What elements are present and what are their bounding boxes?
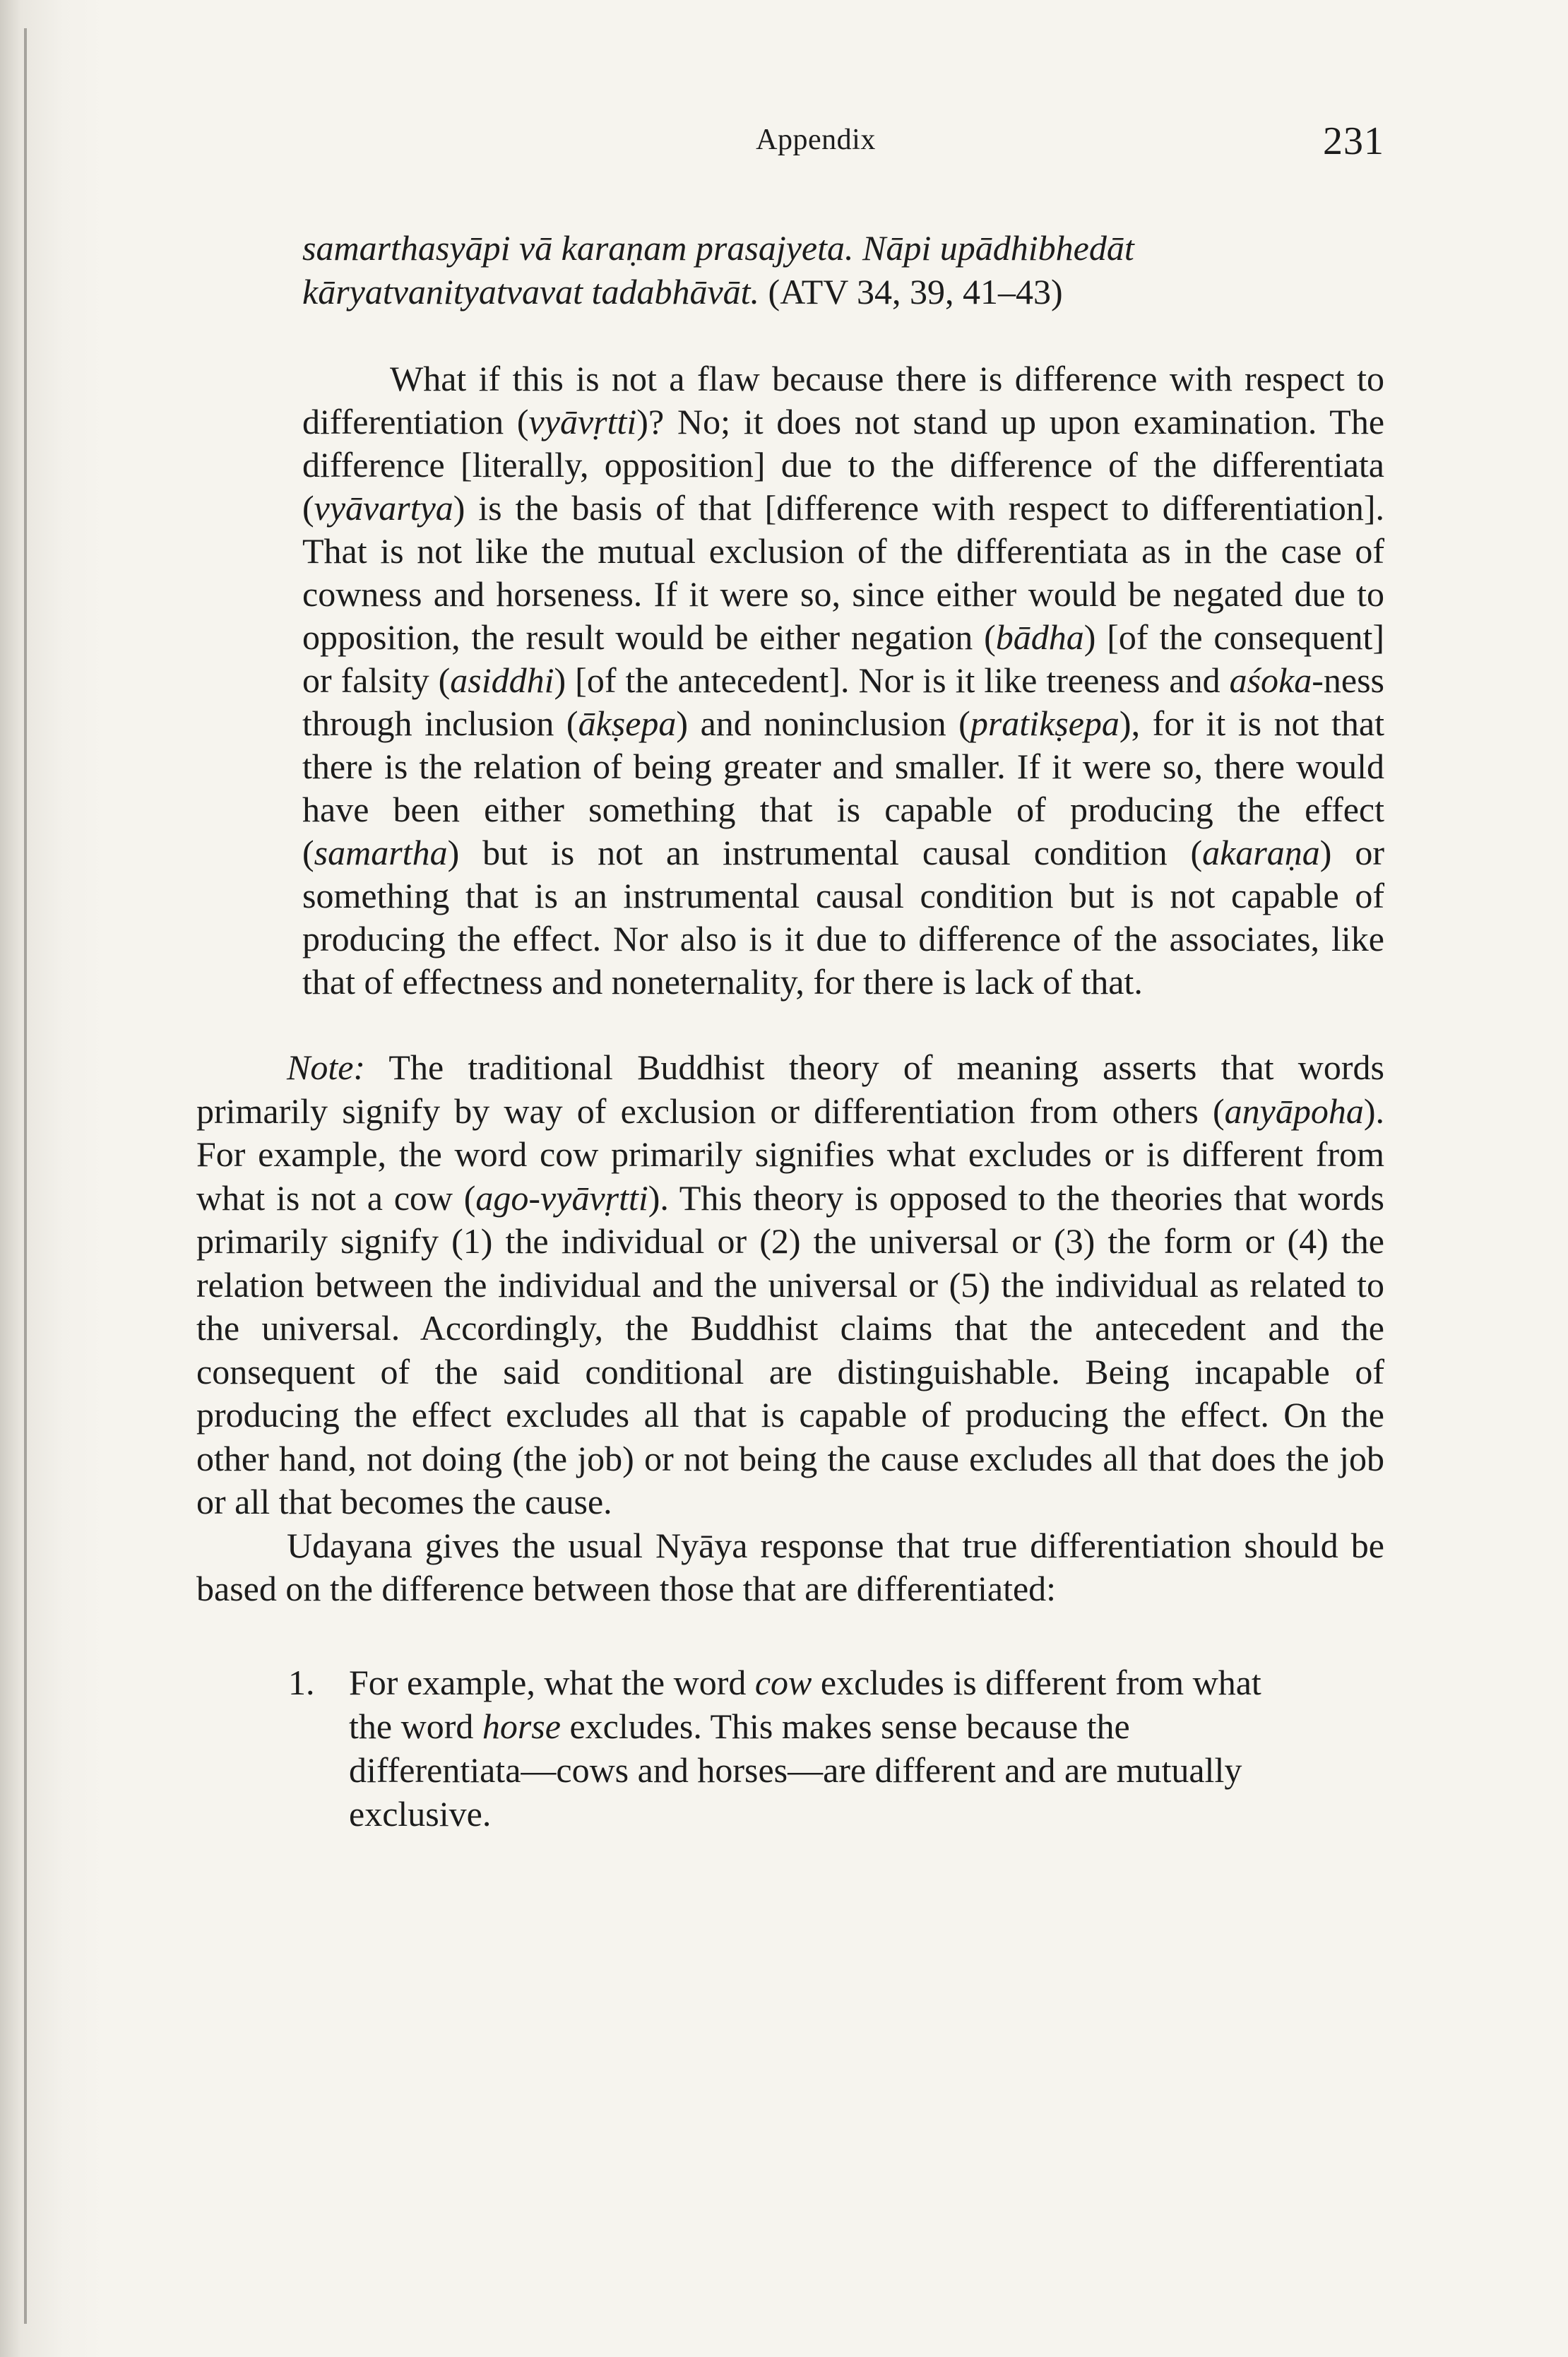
italic-term: Note: — [287, 1047, 366, 1087]
page-number: 231 — [1323, 119, 1384, 163]
text-run: ) is the basis of that [difference with respect to differentiation]. That is not like the mutual exclusion of the differentiata as in the case of cowness and horseness. If it were so, since either would be negated due to opposition, the result would be either negation ( — [302, 488, 1384, 657]
text-run: )? No; it does not stand up upon examination. The difference [literally, opposition] due to the difference of the differentiata ( — [302, 402, 1385, 528]
udayana-paragraph: Udayana gives the usual Nyāya response that true differentiation should be based on the difference between those that are differentiated: — [196, 1525, 1384, 1608]
citation: (ATV 34, 39, 41–43) — [768, 272, 1063, 311]
text-run: ). For example, the word cow primarily signifies what excludes or is different from what is not a cow ( — [196, 1091, 1384, 1218]
italic-term: ākṣepa — [578, 703, 677, 743]
italic-term: asiddhi — [450, 660, 554, 700]
text-run: excludes is different from what the word — [349, 1662, 1261, 1746]
text-run: What if this is not a flaw because there is difference with respect to differentiation ( — [302, 359, 1384, 441]
text-run: ) or something that is an instrumental causal condition but is not capable of producing the effect. Nor also is it due to difference of the associates, like that of effectness and noneternality, for there is lack of that. — [302, 833, 1384, 1002]
italic-term: vyāvartya — [314, 488, 453, 528]
note-paragraph — [196, 1046, 1384, 1524]
binding-line — [24, 28, 27, 2324]
italic-term: horse — [482, 1706, 561, 1746]
text-run: -ness through inclusion ( — [302, 660, 1384, 743]
italic-term: aśoka — [1229, 660, 1312, 700]
numbered-list — [288, 1661, 1384, 1836]
page-body — [196, 226, 1384, 1836]
italic-term: samartha — [314, 833, 448, 872]
text-run: The traditional Buddhist theory of meaning asserts that words primarily signify by way of exclusion or differentiation from others ( — [196, 1047, 1384, 1131]
italic-term: pratikṣepa — [970, 703, 1119, 743]
sanskrit-quote — [302, 226, 1384, 314]
binding-shadow — [0, 0, 106, 2357]
text-run: ). This theory is opposed to the theories that words primarily signify (1) the individual or (2) the universal or (3) the form or (4) the relation between the individual and the universal or (5) the individual as related to the universal. Accordingly, the Buddhist claims that the antecedent and the consequent of the said conditional are distinguishable. Being incapable of producing the effect excludes all that is capable of producing the effect. On the other hand, not doing (the job) or not being the cause excludes all that does the job or all that becomes the cause. — [196, 1177, 1384, 1521]
italic-term: bādha — [995, 617, 1084, 657]
italic-term: akaraṇa — [1202, 833, 1320, 872]
list-item-text — [349, 1663, 1261, 1834]
italic-term: anyāpoha — [1224, 1091, 1364, 1131]
italic-term: vyāvṛtti — [528, 402, 637, 441]
text-run: ) [of the antecedent]. Nor is it like treeness and — [554, 660, 1230, 700]
text-run: ) and noninclusion ( — [676, 703, 970, 743]
italic-term: ago-vyāvṛtti — [475, 1177, 648, 1218]
text-run: ) [of the consequent] or falsity ( — [302, 617, 1384, 700]
italic-term: cow — [754, 1662, 812, 1702]
translation-paragraph — [302, 357, 1384, 1004]
text-run: For example, what the word — [349, 1662, 755, 1702]
list-item-number: 1. — [288, 1662, 315, 1702]
page-header — [297, 119, 1384, 175]
sanskrit-text: samarthasyāpi vā karaṇam prasajyeta. Nāpi upādhibhedāt kāryatvanityatvavat tadabhāvāt. — [302, 228, 1134, 311]
text-run: ) but is not an instrumental causal condition ( — [447, 833, 1203, 872]
text-run: excludes. This makes sense because the differentiata—cows and horses—are different and are mutually exclusive. — [349, 1706, 1242, 1834]
running-head: Appendix — [756, 124, 876, 156]
text-run: ), for it is not that there is the relation of being greater and smaller. If it were so, there would have been either something that is capable of producing the effect ( — [302, 703, 1384, 872]
list-item — [288, 1661, 1283, 1836]
